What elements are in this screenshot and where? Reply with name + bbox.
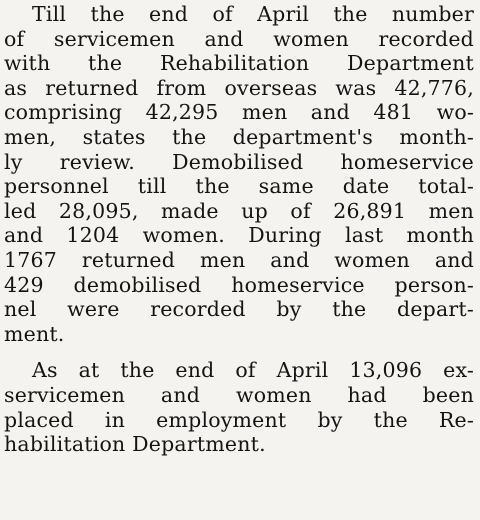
- text-line: placed in employment by the Re-: [4, 407, 474, 432]
- text-line: servicemen and women had been: [4, 382, 474, 407]
- text-line: comprising 42,295 men and 481 wo-: [4, 100, 474, 125]
- text-line: of servicemen and women recorded: [4, 26, 474, 51]
- text-line: As at the end of April 13,096 ex-: [32, 358, 474, 383]
- text-line: and 1204 women. During last month: [4, 223, 474, 248]
- text-line: ly review. Demobilised homeservice: [4, 149, 474, 174]
- paragraph-2: [4, 358, 474, 456]
- paragraph-spacer: [4, 346, 474, 358]
- paragraph-1: [4, 2, 474, 346]
- text-line: 429 demobilised homeservice person-: [4, 272, 474, 297]
- text-line: men, states the department's month-: [4, 124, 474, 149]
- text-line: with the Rehabilitation Department: [4, 51, 474, 76]
- text-line: 1767 returned men and women and: [4, 247, 474, 272]
- text-line: as returned from overseas was 42,776,: [4, 75, 474, 100]
- text-line: ment.: [4, 321, 65, 346]
- text-line: Till the end of April the number: [32, 2, 474, 26]
- text-line: personnel till the same date total-: [4, 174, 474, 199]
- text-line: led 28,095, made up of 26,891 men: [4, 198, 474, 223]
- text-line: nel were recorded by the depart-: [4, 297, 474, 322]
- text-line: habilitation Department.: [4, 432, 266, 457]
